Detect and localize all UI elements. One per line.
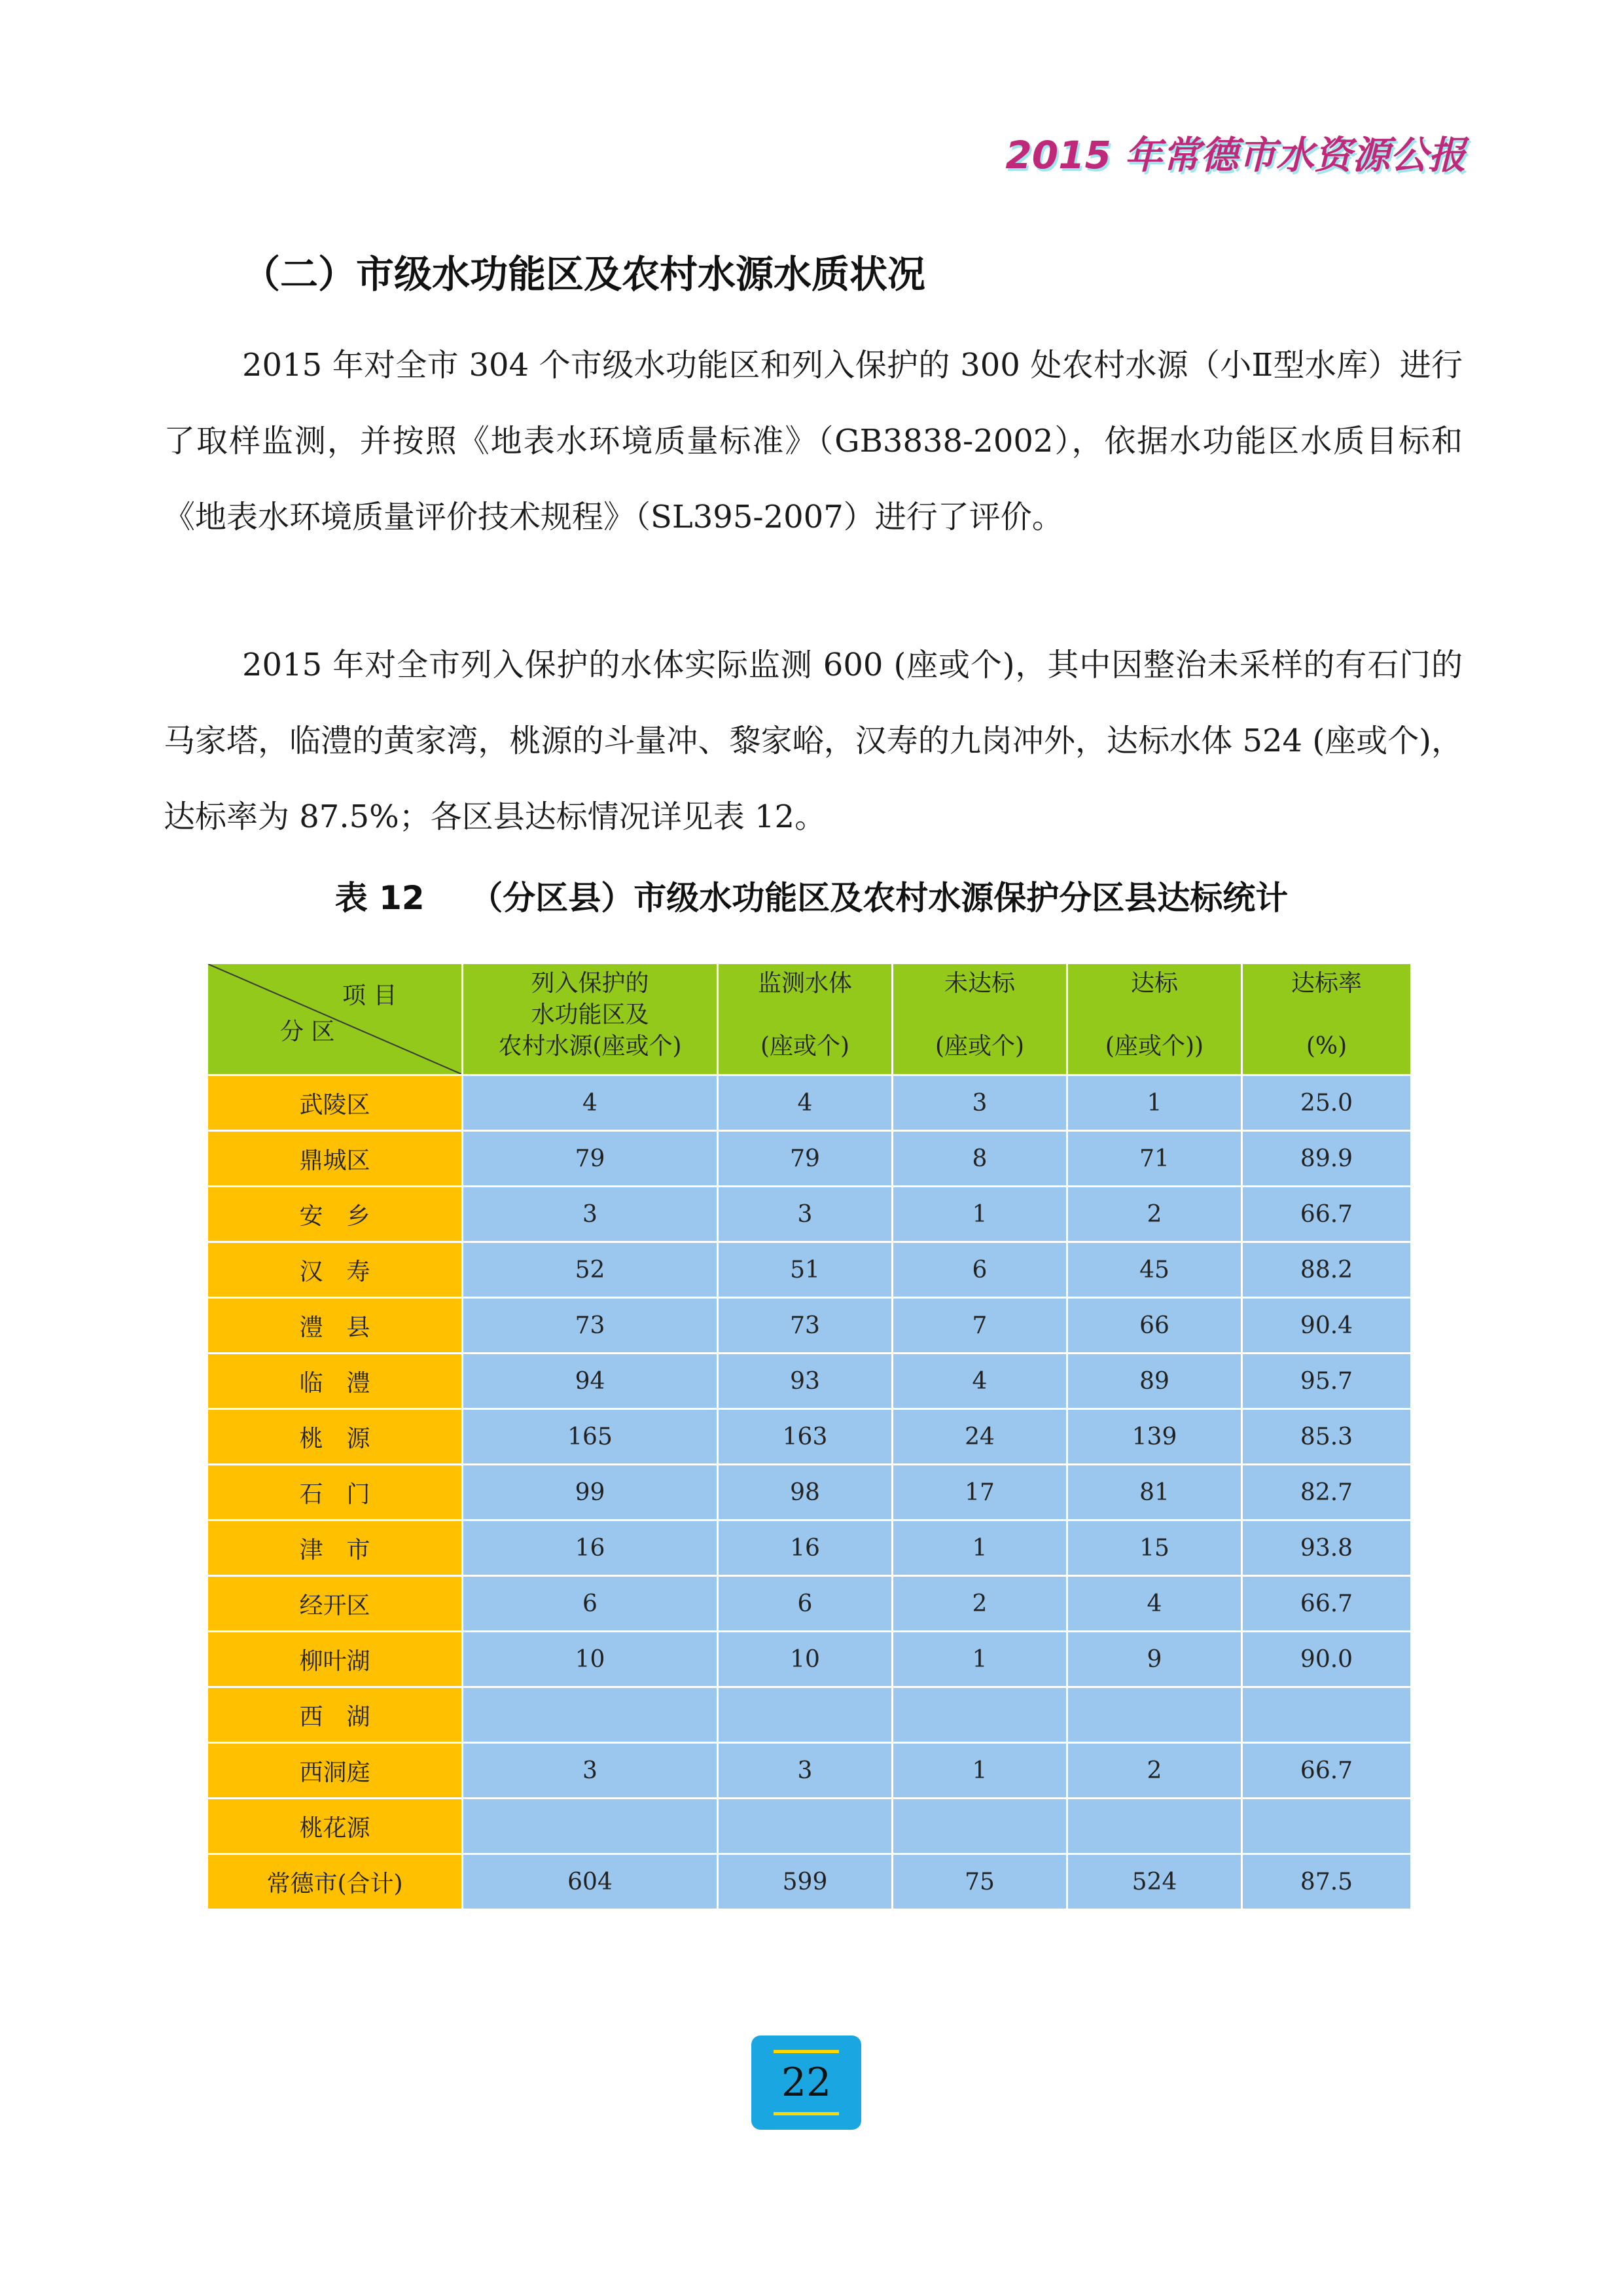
value-cell [1242,1799,1412,1854]
region-name-cell: 西洞庭 [207,1743,463,1799]
value-cell: 10 [718,1632,893,1687]
header-line: 达标 [1130,970,1178,997]
value-cell: 52 [463,1242,718,1298]
value-cell: 10 [463,1632,718,1687]
value-cell: 4 [718,1075,893,1131]
region-name-cell: 武陵区 [207,1075,463,1131]
header-line [719,999,891,1031]
value-cell [463,1687,718,1743]
table-row [207,1743,1412,1799]
table-row [207,1854,1412,1910]
value-cell [1067,1799,1242,1854]
table-row [207,1799,1412,1854]
value-cell: 16 [718,1520,893,1576]
value-cell: 15 [1067,1520,1242,1576]
region-name-cell: 西 湖 [207,1687,463,1743]
value-cell [893,1687,1067,1743]
value-cell: 6 [463,1576,718,1632]
value-cell: 1 [893,1187,1067,1242]
table-row [207,1298,1412,1354]
table-row [207,1131,1412,1187]
value-cell: 4 [1067,1576,1242,1632]
value-cell: 6 [893,1242,1067,1298]
value-cell: 75 [893,1854,1067,1910]
table-row [207,1520,1412,1576]
corner-header-cell [207,963,463,1075]
value-cell: 90.0 [1242,1632,1412,1687]
corner-label-district: 分 区 [280,1018,335,1045]
header-line: 农村水源(座或个) [498,1033,682,1060]
region-name-cell: 津 市 [207,1520,463,1576]
table-row [207,1632,1412,1687]
value-cell: 17 [893,1465,1067,1520]
value-cell: 81 [1067,1465,1242,1520]
value-cell [718,1687,893,1743]
header-line: 未达标 [944,970,1015,997]
header-line: (座或个) [760,1033,850,1060]
value-cell: 82.7 [1242,1465,1412,1520]
column-header-rate [1242,963,1412,1075]
paragraph-monitoring: 2015 年对全市 304 个市级水功能区和列入保护的 300 处农村水源（小Ⅱ型水库）进行了取样监测，并按照《地表水环境质量标准》（GB3838-2002），依据水功能区水质目标和《地表水环境质量评价技术规程》（SL395-2007）进行了评价。 [164,347,1463,535]
column-header-compliant [1067,963,1242,1075]
value-cell: 25.0 [1242,1075,1412,1131]
header-line: (座或个)) [1105,1033,1204,1060]
value-cell: 2 [1067,1187,1242,1242]
value-cell: 79 [463,1131,718,1187]
value-cell: 73 [463,1298,718,1354]
table-row [207,1354,1412,1409]
value-cell: 599 [718,1854,893,1910]
value-cell: 1 [1067,1075,1242,1131]
value-cell: 93.8 [1242,1520,1412,1576]
value-cell: 8 [893,1131,1067,1187]
table-row [207,1075,1412,1131]
compliance-table [206,962,1412,1910]
badge-rule-top [774,2050,839,2053]
value-cell: 7 [893,1298,1067,1354]
value-cell: 604 [463,1854,718,1910]
column-header-monitored [718,963,893,1075]
value-cell: 90.4 [1242,1298,1412,1354]
badge-rule-bottom [774,2112,839,2115]
value-cell: 3 [893,1075,1067,1131]
value-cell: 4 [463,1075,718,1131]
table-row [207,1187,1412,1242]
value-cell: 1 [893,1520,1067,1576]
page-number-badge [751,2036,861,2130]
value-cell: 85.3 [1242,1409,1412,1465]
value-cell: 99 [463,1465,718,1520]
paragraph-results: 2015 年对全市列入保护的水体实际监测 600 (座或个)，其中因整治未采样的有石门的马家塔，临澧的黄家湾，桃源的斗量冲、黎家峪，汉寿的九岗冲外，达标水体 524 (座或个)，达标率为 87.5%；各区县达标情况详见表 12。 [164,647,1463,835]
page-number: 22 [781,2060,832,2106]
value-cell: 51 [718,1242,893,1298]
region-name-cell: 安 乡 [207,1187,463,1242]
value-cell: 16 [463,1520,718,1576]
header-line [1068,999,1241,1031]
header-line: (%) [1306,1033,1347,1060]
region-name-cell: 鼎城区 [207,1131,463,1187]
table-header-row [207,963,1412,1075]
column-header-protected [463,963,718,1075]
value-cell: 2 [1067,1743,1242,1799]
value-cell: 4 [893,1354,1067,1409]
value-cell: 66.7 [1242,1576,1412,1632]
value-cell: 3 [463,1743,718,1799]
value-cell: 524 [1067,1854,1242,1910]
region-name-cell: 经开区 [207,1576,463,1632]
value-cell: 89.9 [1242,1131,1412,1187]
value-cell [1067,1687,1242,1743]
region-name-cell: 石 门 [207,1465,463,1520]
table-row [207,1465,1412,1520]
header-line [1243,999,1410,1031]
table-row [207,1242,1412,1298]
value-cell [463,1799,718,1854]
corner-diagonal-line [208,964,461,1074]
value-cell: 9 [1067,1632,1242,1687]
value-cell: 3 [718,1187,893,1242]
region-name-cell: 临 澧 [207,1354,463,1409]
value-cell: 93 [718,1354,893,1409]
region-name-cell: 桃 源 [207,1409,463,1465]
value-cell: 66.7 [1242,1743,1412,1799]
corner-label-item: 项 目 [342,982,397,1009]
value-cell: 98 [718,1465,893,1520]
table-caption: 表 12 （分区县）市级水功能区及农村水源保护分区县达标统计 [334,879,1289,917]
table-body [207,1075,1412,1910]
region-name-cell: 汉 寿 [207,1242,463,1298]
region-name-cell: 桃花源 [207,1799,463,1854]
region-name-cell: 柳叶湖 [207,1632,463,1687]
value-cell: 66 [1067,1298,1242,1354]
value-cell: 95.7 [1242,1354,1412,1409]
value-cell: 2 [893,1576,1067,1632]
table-row [207,1687,1412,1743]
header-line: (座或个) [935,1033,1025,1060]
value-cell: 66.7 [1242,1187,1412,1242]
running-header-title: 2015 年常德市水资源公报 [1005,133,1466,177]
region-name-cell: 常德市(合计) [207,1854,463,1910]
value-cell: 3 [463,1187,718,1242]
value-cell: 71 [1067,1131,1242,1187]
value-cell [718,1799,893,1854]
header-line [893,999,1066,1031]
column-header-noncompliant [893,963,1067,1075]
table-row [207,1409,1412,1465]
value-cell: 94 [463,1354,718,1409]
value-cell: 73 [718,1298,893,1354]
value-cell: 6 [718,1576,893,1632]
header-line: 列入保护的 [531,970,649,997]
value-cell: 165 [463,1409,718,1465]
header-line: 监测水体 [757,970,852,997]
value-cell: 79 [718,1131,893,1187]
value-cell: 45 [1067,1242,1242,1298]
value-cell [1242,1687,1412,1743]
value-cell: 3 [718,1743,893,1799]
value-cell: 1 [893,1743,1067,1799]
region-name-cell: 澧 县 [207,1298,463,1354]
table-row [207,1576,1412,1632]
value-cell: 163 [718,1409,893,1465]
value-cell: 88.2 [1242,1242,1412,1298]
header-line: 水功能区及 [531,1001,649,1028]
value-cell: 89 [1067,1354,1242,1409]
header-line: 达标率 [1291,970,1362,997]
value-cell [893,1799,1067,1854]
value-cell: 139 [1067,1409,1242,1465]
section-heading: （二）市级水功能区及农村水源水质状况 [242,252,926,296]
value-cell: 24 [893,1409,1067,1465]
value-cell: 87.5 [1242,1854,1412,1910]
value-cell: 1 [893,1632,1067,1687]
